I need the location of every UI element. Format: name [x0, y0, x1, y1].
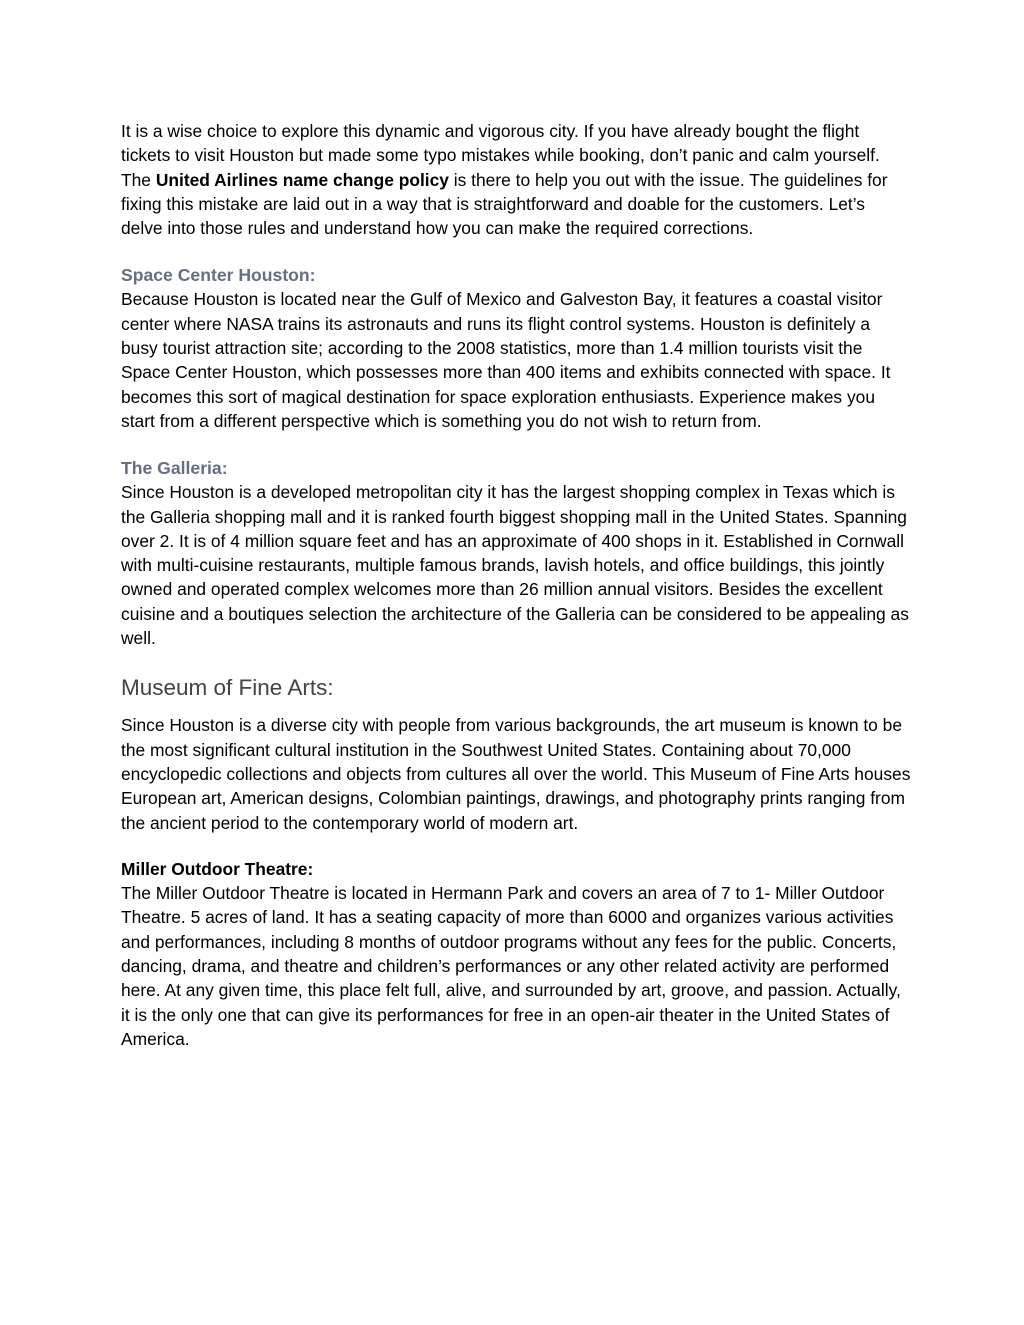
section-miller: [121, 857, 911, 1051]
section-heading-space-center: Space Center Houston:: [121, 265, 316, 286]
intro-text-after: is there to help you out with the issue. The guidelines for fixing this mistake are laid out in a way that is straightforward and doable for the customers. Let’s delve into those rules and understand how you can make the required corrections.: [121, 169, 888, 239]
intro-text-before: It is a wise choice to explore this dynamic and vigorous city. If you have already bought the flight tickets to visit Houston but made some typo mistakes while booking, don’t panic and calm yourself. The: [121, 121, 880, 190]
section-body-space-center: Because Houston is located near the Gulf of Mexico and Galveston Bay, it features a coastal visitor center where NASA trains its astronauts and runs its flight control systems. Houston is definitely a busy tourist attraction site; according to the 2008 statistics, more than 1.4 million tourists visit the Space Center Houston, which possesses more than 400 items and exhibits connected with space. It becomes this sort of magical destination for space exploration enthusiasts. Experience makes you start from a different perspective which is something you do not wish to return from.: [121, 289, 891, 431]
section-body-miller: The Miller Outdoor Theatre is located in Hermann Park and covers an area of 7 to 1- Miller Outdoor Theatre. 5 acres of land. It has a seating capacity of more than 6000 and organizes various activities and performances, including 8 months of outdoor programs without any fees for the public. Concerts, dancing, drama, and theatre and children’s performances or any other related activity are performed here. At any given time, this place felt full, alive, and surrounded by art, groove, and passion. Actually, it is the only one that can give its performances for free in an open-air theater in the United States of America.: [121, 883, 901, 1049]
section-heading-miller: Miller Outdoor Theatre:: [121, 858, 314, 879]
document-page: [121, 119, 911, 1074]
section-space-center: [121, 263, 911, 433]
intro-bold-link-text: United Airlines name change policy: [155, 169, 449, 190]
intro-paragraph: [121, 119, 911, 240]
section-body-museum: Since Houston is a diverse city with people from various backgrounds, the art museum is known to be the most significant cultural institution in the Southwest United States. Containing about 70,000 encyclopedic collections and objects from cultures all over the world. This Museum of Fine Arts houses European art, American designs, Colombian paintings, drawings, and photography prints ranging from the ancient period to the contemporary world of modern art.: [121, 715, 911, 833]
section-museum: [121, 673, 911, 834]
section-heading-galleria: The Galleria:: [121, 458, 228, 479]
section-galleria: [121, 456, 911, 650]
section-heading-museum: Museum of Fine Arts:: [121, 675, 334, 701]
section-body-galleria: Since Houston is a developed metropolitan city it has the largest shopping complex in Texas which is the Galleria shopping mall and it is ranked fourth biggest shopping mall in the United States. Spanning over 2. It is of 4 million square feet and has an approximate of 400 shops in it. Established in Cornwall with multi-cuisine restaurants, multiple famous brands, lavish hotels, and office buildings, this jointly owned and operated complex welcomes more than 26 million annual visitors. Besides the excellent cuisine and a boutiques selection the architecture of the Galleria can be considered to be appealing as well.: [121, 482, 909, 649]
